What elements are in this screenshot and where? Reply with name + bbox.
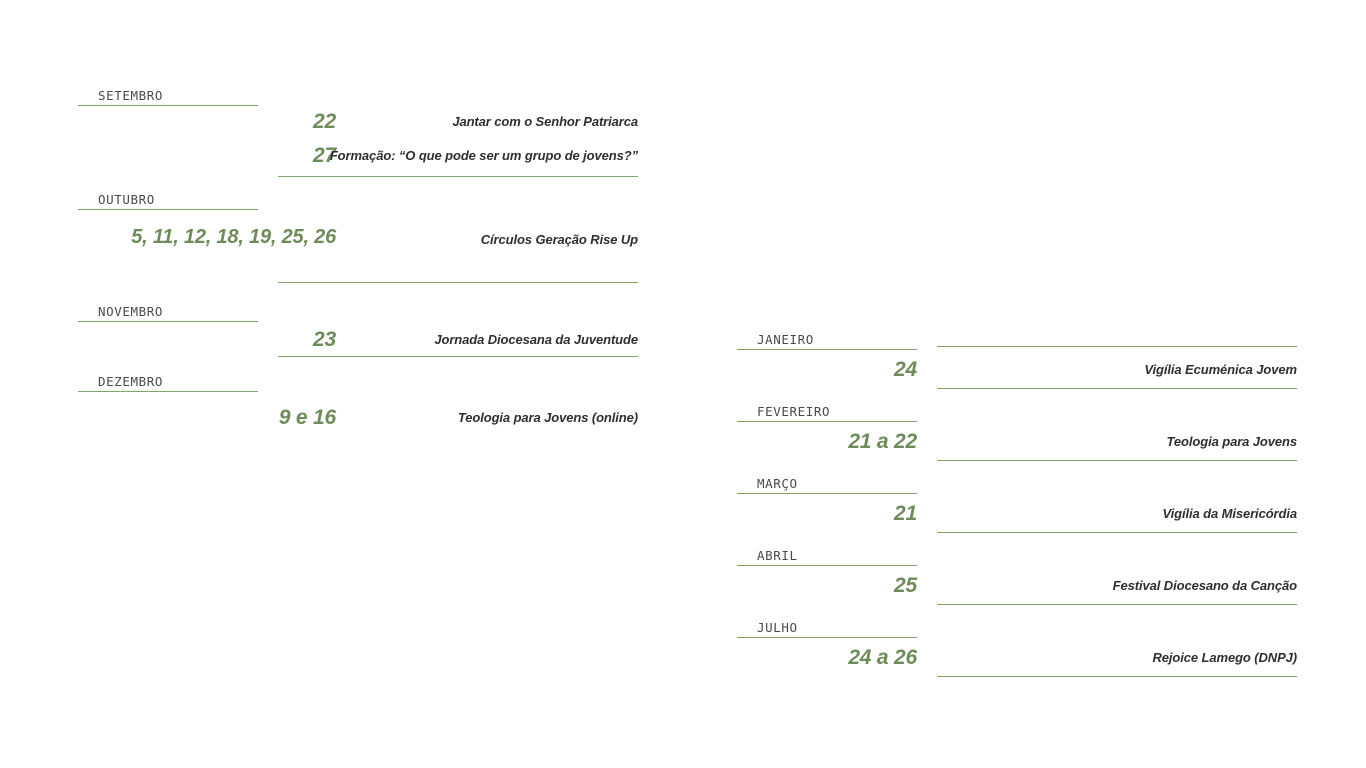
entry-day: 9 e 16 [278, 406, 336, 429]
entry-day: 21 [894, 502, 917, 525]
month-header [737, 540, 1297, 566]
entry-divider [937, 460, 1297, 461]
month-header [737, 322, 1297, 350]
agenda-entry [737, 350, 1297, 396]
entry-title: Vigília da Misericórdia [1162, 506, 1297, 521]
month-name: DEZEMBRO [98, 374, 164, 389]
month-header [78, 182, 638, 210]
month-name: MARÇO [757, 476, 798, 491]
entry-title: Rejoice Lamego (DNPJ) [1152, 650, 1297, 665]
month-header [78, 366, 638, 392]
entry-day: 22 [313, 110, 336, 133]
entry-title: Formação: “O que pode ser um grupo de jovens?” [329, 148, 638, 163]
month-header [737, 396, 1297, 422]
month-block-novembro [78, 294, 638, 366]
entry-day: 23 [313, 328, 336, 351]
entry-title: Jantar com o Senhor Patriarca [452, 114, 638, 129]
entry-day: 24 a 26 [848, 646, 917, 669]
entry-divider [937, 676, 1297, 677]
entry-title: Teologia para Jovens (online) [457, 410, 638, 425]
entry-divider [937, 532, 1297, 533]
entry-divider [278, 176, 638, 177]
entry-title: Círculos Geração Rise Up [480, 232, 638, 247]
agenda-entry [737, 566, 1297, 612]
entry-divider [937, 604, 1297, 605]
agenda-entry [78, 106, 638, 144]
month-name: JULHO [757, 620, 798, 635]
entry-title: Vigília Ecuménica Jovem [1144, 362, 1297, 377]
entry-title: Jornada Diocesana da Juventude [434, 332, 638, 347]
month-block-outubro [78, 182, 638, 294]
month-header [78, 80, 638, 106]
month-block-abril [737, 540, 1297, 612]
entry-title: Festival Diocesano da Canção [1112, 578, 1297, 593]
month-header [737, 468, 1297, 494]
entry-day: 5, 11, 12, 18, 19, 25, 26 [131, 226, 336, 248]
entry-divider [937, 346, 1297, 347]
entry-day: 25 [894, 574, 917, 597]
month-name: FEVEREIRO [757, 404, 831, 419]
month-block-marco [737, 468, 1297, 540]
month-name: OUTUBRO [98, 192, 155, 207]
month-block-fevereiro [737, 396, 1297, 468]
month-name: JANEIRO [757, 332, 814, 347]
entry-day: 27 [313, 144, 336, 167]
entry-divider [278, 356, 638, 357]
month-block-julho [737, 612, 1297, 688]
entry-title: Teologia para Jovens [1166, 434, 1297, 449]
agenda-entry [78, 210, 638, 294]
entry-day: 21 a 22 [848, 430, 917, 453]
month-header [78, 294, 638, 322]
month-name: NOVEMBRO [98, 304, 164, 319]
month-block-dezembro [78, 366, 638, 436]
month-block-janeiro [737, 322, 1297, 396]
agenda-entry [737, 638, 1297, 688]
agenda-entry [737, 494, 1297, 540]
entry-divider [278, 282, 638, 283]
month-name: ABRIL [757, 548, 798, 563]
agenda-entry [78, 144, 638, 182]
entry-divider [937, 388, 1297, 389]
agenda-entry [737, 422, 1297, 468]
agenda-column-left [78, 80, 638, 436]
agenda-entry [78, 392, 638, 436]
agenda-column-right [737, 322, 1297, 688]
month-header [737, 612, 1297, 638]
agenda-entry [78, 322, 638, 366]
entry-day: 24 [894, 358, 917, 381]
month-block-setembro [78, 80, 638, 182]
month-name: SETEMBRO [98, 88, 164, 103]
